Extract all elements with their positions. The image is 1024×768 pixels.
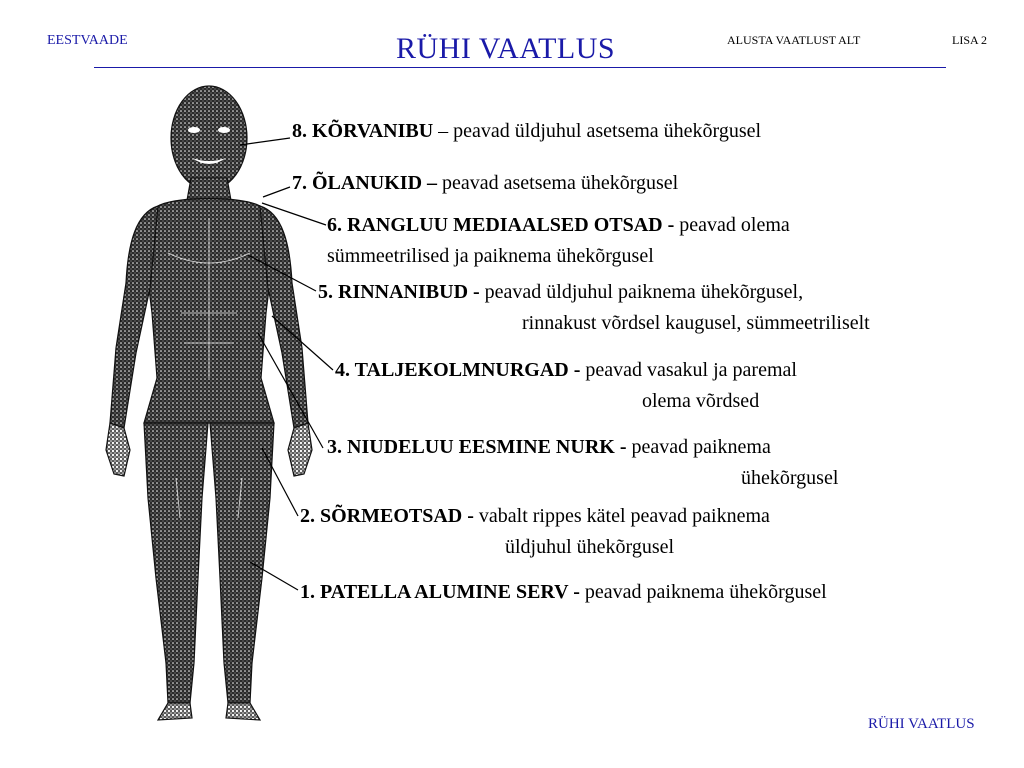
annotation-6-continuation: sümmeetrilised ja paiknema ühekõrgusel: [327, 245, 654, 267]
header-divider: [94, 67, 946, 68]
annotation-4-taljekolmnurgad: [335, 355, 797, 386]
annotation-key: 3. NIUDELUU EESMINE NURK -: [327, 436, 627, 458]
annotation-key: 8. KÕRVANIBU: [292, 120, 434, 142]
annotation-key: 6. RANGLUU MEDIAALSED OTSAD -: [327, 214, 675, 236]
footer-label: RÜHI VAATLUS: [868, 716, 975, 732]
annotation-key: 4. TALJEKOLMNURGAD -: [335, 359, 581, 381]
annotation-desc: peavad paiknema ühekõrgusel: [584, 581, 827, 603]
annotation-5-rinnanibud: [318, 277, 803, 308]
annotation-2-continuation: üldjuhul ühekõrgusel: [505, 536, 675, 558]
annotation-desc: peavad vasakul ja paremal: [585, 359, 797, 381]
annotation-5-continuation: rinnakust võrdsel kaugusel, sümmeetriliselt: [522, 312, 870, 334]
annotation-7-olanukid: [292, 168, 678, 199]
annotation-1-patella: [300, 577, 827, 608]
human-figure-front-view: [96, 78, 322, 726]
annotation-3-niudeluu: [327, 432, 771, 463]
annotation-desc: peavad üldjuhul paiknema ühekõrgusel,: [484, 281, 804, 303]
annotation-6-rangluu: [327, 210, 790, 241]
annotation-key: 2. SÕRMEOTSAD -: [300, 505, 474, 527]
nav-alusta-vaatlust-alt-link[interactable]: ALUSTA VAATLUST ALT: [727, 33, 861, 47]
annotation-2-sormeotsad: [300, 501, 770, 532]
annotation-4-continuation: olema võrdsed: [642, 390, 760, 412]
annotation-sep: –: [433, 120, 454, 142]
annotation-desc: vabalt rippes kätel peavad paiknema: [478, 505, 770, 527]
annotation-key: 7. ÕLANUKID –: [292, 172, 438, 194]
annotation-key: 5. RINNANIBUD -: [318, 281, 480, 303]
nav-eestvaade-link[interactable]: EESTVAADE: [47, 33, 128, 48]
annotation-3-continuation: ühekõrgusel: [741, 467, 839, 489]
page-title: RÜHI VAATLUS: [396, 32, 616, 65]
annotation-desc: peavad paiknema: [631, 436, 771, 458]
annotation-key: 1. PATELLA ALUMINE SERV -: [300, 581, 580, 603]
annotation-desc: peavad olema: [679, 214, 790, 236]
annotation-desc: peavad asetsema ühekõrgusel: [442, 172, 679, 194]
page-reference: LISA 2: [952, 33, 988, 47]
annotation-desc: peavad üldjuhul asetsema ühekõrgusel: [453, 120, 762, 142]
annotation-8-korvanibu: [292, 116, 761, 147]
